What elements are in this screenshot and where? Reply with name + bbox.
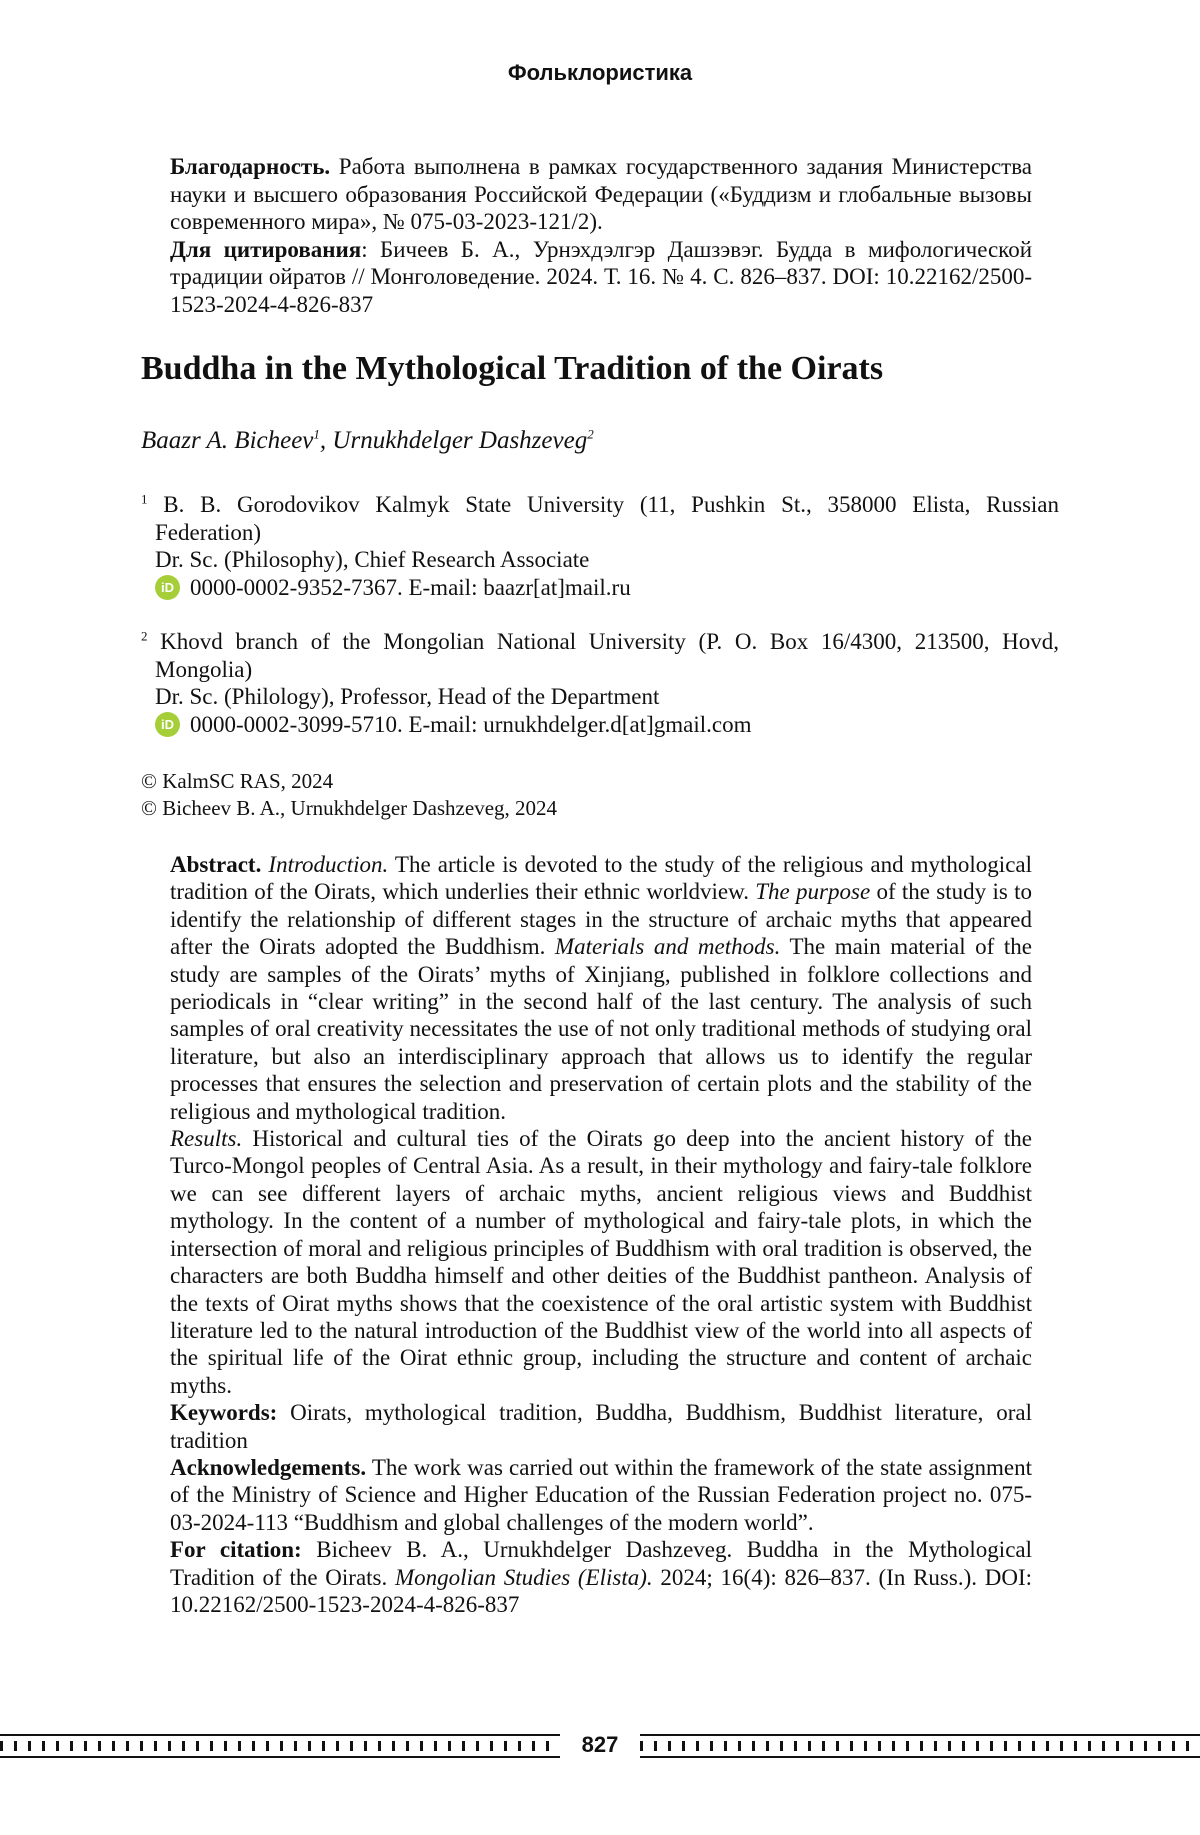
russian-acknowledgement (170, 153, 1032, 236)
footer-ornament-right (640, 1734, 1200, 1758)
footer-ornament-left (0, 1734, 560, 1758)
cite-ru-label: Для цитирования (170, 237, 361, 262)
citation: For citation: Bicheev B. A., Urnukhdelger Dashzeveg. Buddha in the Mythological Tradition of the Oirats. Mongolian Studies (Elista). 2024; 16(4): 826–837. (In Russ.). DOI: 10.22162/2500-1523-2024-4-826-837 (170, 1536, 1032, 1618)
author-affil-marker: 2 (587, 427, 594, 442)
affiliation-institution: 1 B. B. Gorodovikov Kalmyk State University (11, Pushkin St., 358000 Elista, Russian (141, 491, 1059, 519)
running-header: Фольклористика (0, 60, 1200, 86)
affiliation-institution-cont: Mongolia) (141, 656, 1059, 684)
affiliation-institution-cont: Federation) (141, 519, 1059, 547)
orcid-icon[interactable]: iD (155, 712, 180, 737)
cite-ru-text: : Бичеев Б. А., Урнэхдэлгэр Дашзэвэг. Будда в мифологической традиции ойратов // Монголоведение. 2024. Т. 16. № 4. С. 826–837. DOI: 10.22162/2500-1523-2024-4-826-837 (170, 237, 1032, 317)
russian-acknowledgement-block (170, 153, 1032, 318)
author-name: Baazr A. Bicheev (141, 427, 313, 454)
affiliation-number: 1 (141, 491, 148, 506)
keywords: Keywords: Oirats, mythological tradition, Buddha, Buddhism, Buddhist literature, oral tradition (170, 1399, 1032, 1454)
author-name: Urnukhdelger Dashzeveg (332, 427, 587, 454)
journal-name: Mongolian Studies (Elista). (395, 1565, 653, 1590)
abstract-paragraph: Abstract. Introduction. The article is devoted to the study of the religious and mythological tradition of the Oirats, which underlies their ethnic worldview. The purpose of the study is to identify the relationship of different stages in the structure of archaic myths that appeared after the Oirats adopted the Buddhism. Materials and methods. The main material of the study are samples of the Oirats’ myths of Xinjiang, published in folklore collections and periodicals in “clear writing” in the second half of the last century. The analysis of such samples of oral creativity necessitates the use of not only traditional methods of studying oral literature, but also an interdisciplinary approach that allows us to identify the regular processes that ensures the selection and preservation of certain plots and the stability of the religious and mythological tradition. (170, 851, 1032, 1125)
results-paragraph: Results. Historical and cultural ties of the Oirats go deep into the ancient history of the Turco-Mongol peoples of Central Asia. As a result, in their mythology and fairy-tale folklore we can see different layers of archaic myths, ancient religious views and Buddhist mythology. In the content of a number of mythological and fairy-tale plots, in which the intersection of moral and religious principles of Buddhism with oral tradition is observed, the characters are both Buddha himself and other deities of the Buddhist pantheon. Analysis of the texts of Oirat myths shows that the coexistence of the oral artistic system with Buddhist literature led to the natural introduction of the Buddhist view of the world into all aspects of the spiritual life of the Oirat ethnic group, including the structure and content of archaic myths. (170, 1125, 1032, 1399)
affiliation-number: 2 (141, 628, 148, 643)
orcid-line (141, 574, 1059, 602)
affiliation-position: Dr. Sc. (Philology), Professor, Head of the Department (141, 683, 1059, 711)
russian-citation (170, 236, 1032, 319)
copyright-line: © Bicheev B. A., Urnukhdelger Dashzeveg, 2024 (141, 795, 557, 822)
author-list (141, 427, 594, 455)
ack-ru-label: Благодарность. (170, 154, 330, 179)
affiliation-1 (141, 491, 1059, 601)
ack-ru-text: Работа выполнена в рамках государственного задания Министерства науки и высшего образования Российской Федерации («Буддизм и глобальные вызовы современного мира», № 075-03-2023-121/2). (170, 154, 1032, 234)
page-number: 827 (560, 1732, 640, 1758)
affiliation-institution: 2 Khovd branch of the Mongolian National University (P. O. Box 16/4300, 213500, Hovd, (141, 628, 1059, 656)
acknowledgements: Acknowledgements. The work was carried out within the framework of the state assignment of the Ministry of Science and Higher Education of the Russian Federation project no. 075-03-2024-113 “Buddhism and global challenges of the modern world”. (170, 1454, 1032, 1536)
orcid-contact: 0000-0002-3099-5710. E-mail: urnukhdelger.d[at]gmail.com (190, 711, 751, 739)
orcid-icon[interactable]: iD (155, 575, 180, 600)
acknowledgements-label: Acknowledgements. (170, 1455, 366, 1480)
citation-label: For citation: (170, 1537, 302, 1562)
copyright-line: © KalmSC RAS, 2024 (141, 768, 557, 795)
orcid-line (141, 711, 1059, 739)
copyright-block (141, 768, 557, 822)
orcid-contact: 0000-0002-9352-7367. E-mail: baazr[at]mail.ru (190, 574, 631, 602)
author-separator: , (320, 427, 333, 454)
article-title: Buddha in the Mythological Tradition of the Oirats (141, 350, 1091, 388)
materials-label: Materials and methods. (555, 934, 780, 959)
introduction-label: Introduction. (268, 852, 388, 877)
purpose-label: The purpose (755, 879, 870, 904)
affiliation-position: Dr. Sc. (Philosophy), Chief Research Associate (141, 546, 1059, 574)
results-label: Results. (170, 1126, 242, 1151)
abstract-block (170, 851, 1032, 1618)
page-footer (0, 1734, 1200, 1758)
keywords-label: Keywords: (170, 1400, 277, 1425)
abstract-label: Abstract. (170, 852, 261, 877)
affiliation-2 (141, 628, 1059, 738)
author-affil-marker: 1 (313, 427, 320, 442)
